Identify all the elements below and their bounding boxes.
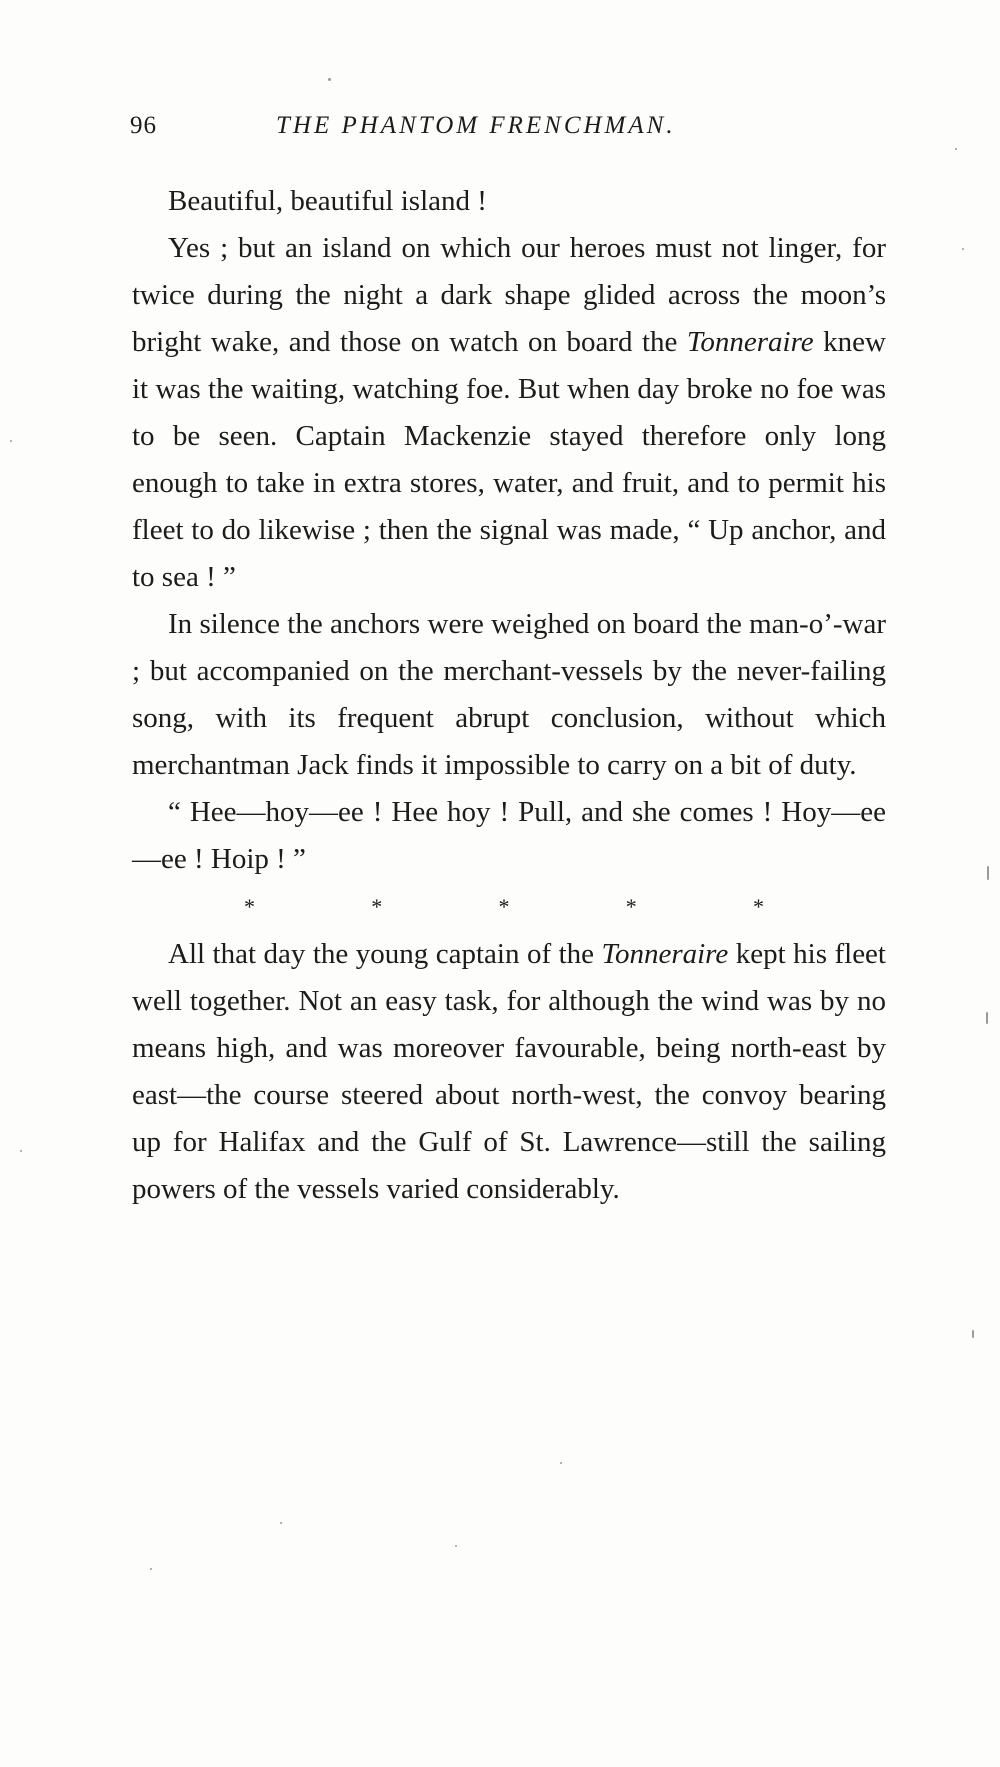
ship-name-italic: Tonneraire [601,938,729,970]
asterisk: * [244,894,255,919]
ship-name-italic: Tonneraire [686,326,814,358]
asterisk: * [753,894,764,919]
scan-speck [328,78,331,81]
paragraph-2 [132,225,886,601]
scan-speck [455,1545,457,1547]
scan-speck [972,1330,974,1338]
scan-speck [560,1462,562,1464]
paragraph-2-text-a: Yes ; but an island on which our heroes must not linger, for twice during the night a dark shape glided across the moon’s bright wake, and those on watch on board the [132,232,886,358]
scan-speck [962,248,964,250]
paragraph-1 [132,178,886,225]
scan-speck [20,1150,22,1152]
page-header [130,112,890,152]
paragraph-4-text: “ Hee—hoy—ee ! Hee hoy ! Pull, and she comes ! Hoy—ee—ee ! Hoip ! ” [132,796,886,875]
asterisk: * [371,894,383,919]
paragraph-3 [132,601,886,789]
running-title: THE PHANTOM FRENCHMAN. [276,112,676,139]
paragraph-3-text: In silence the anchors were weighed on board the man-o’-war ; but accompanied on the merchant-vessels by the never-failing song, with its frequent abrupt conclusion, without which merchantman Jack finds it impossible to carry on a bit of duty. [132,608,886,781]
body-text [132,178,886,1213]
paragraph-4 [132,789,886,883]
scan-speck [10,440,12,442]
page-number: 96 [130,112,157,139]
scan-speck [987,866,989,880]
asterisk: * [498,894,510,919]
asterisk: * [625,894,637,919]
scan-speck [955,148,957,150]
paragraph-1-text: Beautiful, beautiful island ! [168,185,487,217]
section-separator [244,889,764,925]
paragraph-5 [132,931,886,1213]
scan-speck [280,1522,282,1524]
paragraph-5-text-b: kept his fleet well together. Not an easy task, for although the wind was by no means high, and was moreover favourable, being north-east by east—the course steered about north-west, the convoy bearing up for Halifax and the Gulf of St. Lawrence—still the sailing powers of the vessels varied considerably. [132,938,886,1205]
paragraph-2-text-b: knew it was the waiting, watching foe. But when day broke no foe was to be seen. Captain Mackenzie stayed therefore only long enough to take in extra stores, water, and fruit, and to permit his fleet to do likewise ; then the signal was made, “ Up anchor, and to sea ! ” [132,326,886,593]
paragraph-5-text-a: All that day the young captain of the [168,938,602,970]
scan-speck [986,1012,988,1024]
scan-speck [150,1568,152,1570]
